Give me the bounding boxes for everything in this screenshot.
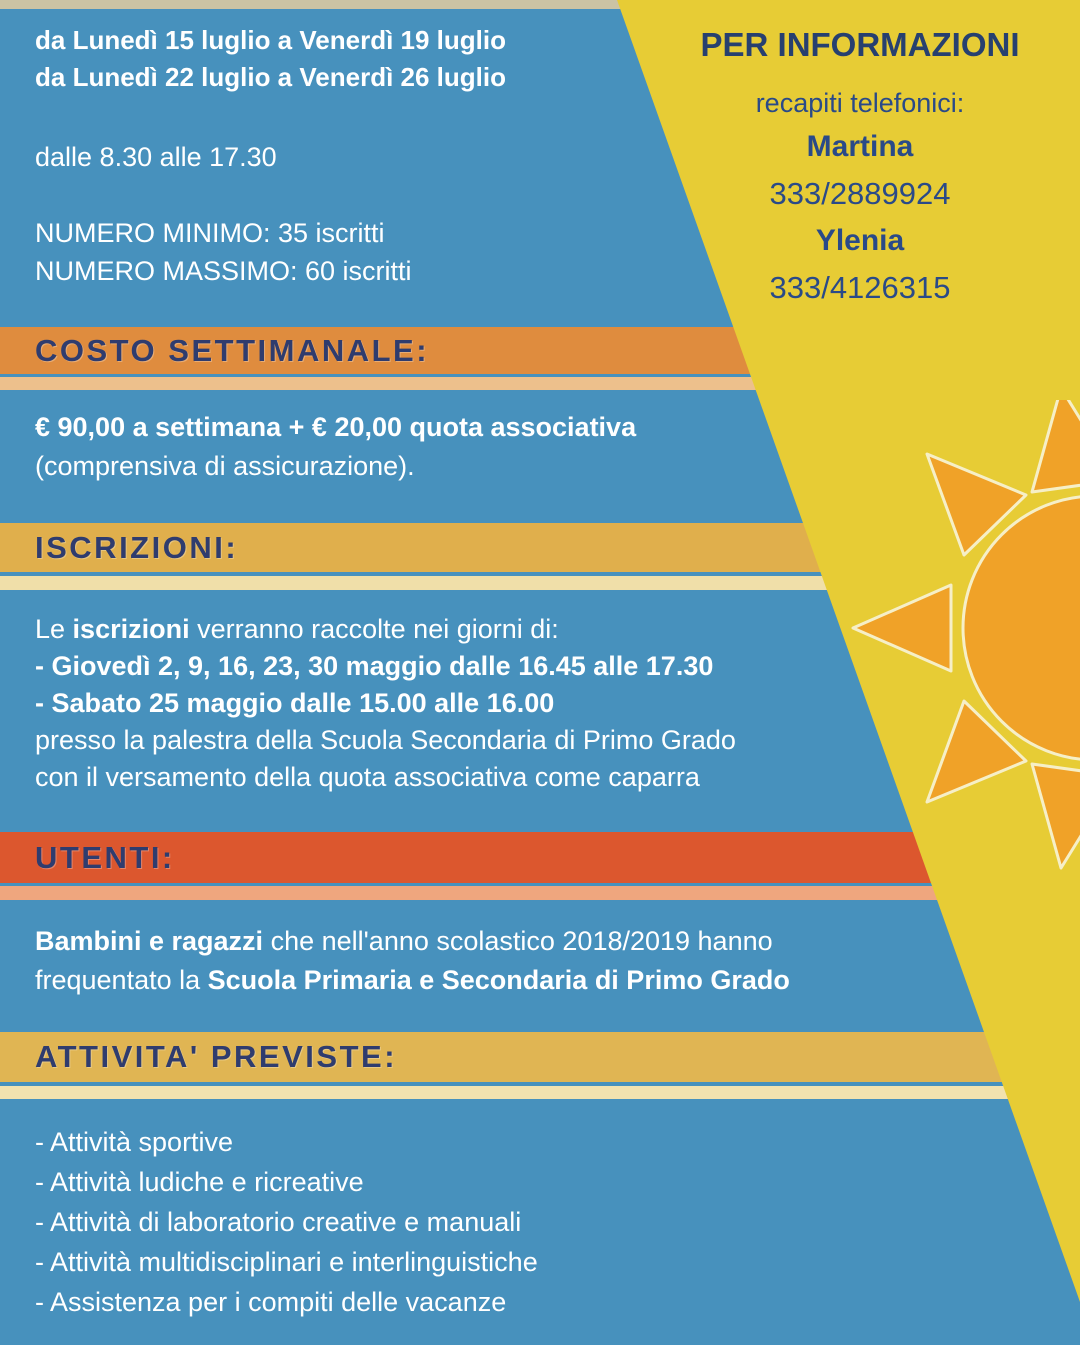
contact-phone-martina: 333/2889924 [769, 176, 951, 211]
sun-icon [820, 400, 1080, 880]
attivita-item: - Assistenza per i compiti delle vacanze [35, 1287, 507, 1317]
contact-name-ylenia: Ylenia [815, 224, 905, 257]
stripe-utenti [0, 886, 1080, 900]
attivita-header: ATTIVITA' PREVISTE: [35, 1039, 398, 1074]
utenti-header: UTENTI: [35, 839, 175, 875]
stripe-attivita [0, 1086, 1080, 1099]
attivita-item: - Attività ludiche e ricreative [35, 1167, 364, 1197]
attivita-item: - Attività multidisciplinari e interlinguistiche [35, 1247, 538, 1277]
utenti-plain-2: frequentato la [35, 965, 208, 995]
utenti-body [35, 922, 790, 1000]
numero-massimo: NUMERO MASSIMO: 60 iscritti [35, 256, 412, 286]
info-title: PER INFORMAZIONI [700, 26, 1020, 63]
iscrizioni-giovedi: - Giovedì 2, 9, 16, 23, 30 maggio dalle 16.45 alle 17.30 [35, 651, 714, 681]
utenti-line-1 [35, 922, 790, 961]
costo-line-1: € 90,00 a settimana + € 20,00 quota associativa [35, 412, 637, 442]
costo-header: COSTO SETTIMANALE: [35, 332, 430, 368]
iscrizioni-body [35, 611, 736, 796]
date-line-2: da Lunedì 22 luglio a Venerdì 26 luglio [35, 62, 506, 92]
attivita-item: - Attività di laboratorio creative e manuali [35, 1207, 522, 1237]
enrollment-limits [35, 214, 412, 290]
utenti-rest-1: che nell'anno scolastico 2018/2019 hanno [263, 926, 773, 956]
info-subtitle: recapiti telefonici: [755, 88, 965, 118]
iscrizioni-intro-bold: iscrizioni [72, 614, 190, 644]
attivita-item: - Attività sportive [35, 1127, 234, 1157]
contact-name-martina: Martina [806, 130, 914, 163]
iscrizioni-presso: presso la palestra della Scuola Secondaria di Primo Grado [35, 725, 736, 755]
utenti-bold-1: Bambini e ragazzi [35, 926, 264, 956]
attivita-list [35, 1122, 538, 1322]
costo-line-2: (comprensiva di assicurazione). [35, 451, 415, 481]
contact-phone-ylenia: 333/4126315 [769, 270, 951, 305]
utenti-line-2 [35, 961, 790, 1000]
costo-body [35, 408, 636, 486]
iscrizioni-sabato: - Sabato 25 maggio dalle 15.00 alle 16.00 [35, 688, 555, 718]
iscrizioni-caparra: con il versamento della quota associativa come caparra [35, 762, 700, 792]
iscrizioni-intro [35, 611, 736, 648]
numero-minimo: NUMERO MINIMO: 35 iscritti [35, 218, 385, 248]
iscrizioni-intro-suffix: verranno raccolte nei giorni di: [189, 614, 559, 644]
utenti-bold-2: Scuola Primaria e Secondaria di Primo Grado [207, 965, 790, 995]
iscrizioni-header: ISCRIZIONI: [35, 529, 239, 565]
camp-dates [35, 22, 506, 96]
section-band-attivita [0, 1032, 1080, 1082]
date-line-1: da Lunedì 15 luglio a Venerdì 19 luglio [35, 25, 506, 55]
daily-hours: dalle 8.30 alle 17.30 [35, 142, 277, 172]
iscrizioni-intro-prefix: Le [35, 614, 73, 644]
